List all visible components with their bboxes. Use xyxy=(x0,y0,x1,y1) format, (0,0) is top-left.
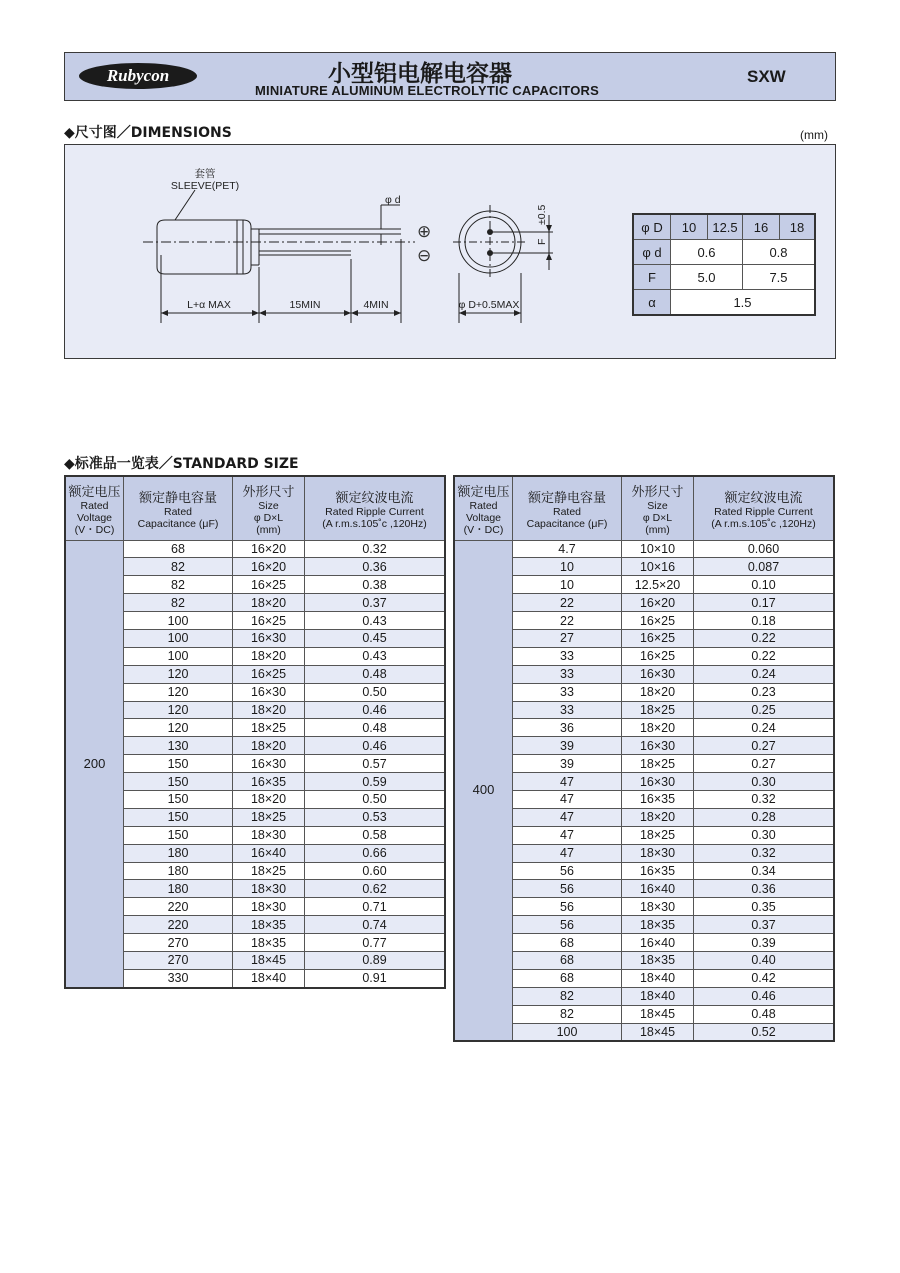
table-row xyxy=(633,290,815,316)
capacitance-cell: 100 xyxy=(124,629,233,647)
table-cell: 10 xyxy=(671,214,708,240)
ripple-cell: 0.10 xyxy=(694,576,835,594)
capacitance-cell: 82 xyxy=(124,594,233,612)
table-row xyxy=(65,540,445,558)
capacitance-cell: 36 xyxy=(513,719,622,737)
table-cell: 18 xyxy=(780,214,816,240)
capacitance-cell: 150 xyxy=(124,826,233,844)
capacitance-cell: 120 xyxy=(124,719,233,737)
capacitance-cell: 150 xyxy=(124,790,233,808)
capacitance-cell: 56 xyxy=(513,880,622,898)
capacitance-cell: 68 xyxy=(513,934,622,952)
ripple-cell: 0.62 xyxy=(305,880,446,898)
capacitance-cell: 150 xyxy=(124,808,233,826)
sleeve-label-en: SLEEVE(PET) xyxy=(170,180,240,192)
capacitance-cell: 22 xyxy=(513,612,622,630)
capacitance-cell: 220 xyxy=(124,916,233,934)
ripple-cell: 0.71 xyxy=(305,898,446,916)
rubycon-logo: Rubycon xyxy=(79,63,197,89)
table-header-row xyxy=(65,476,445,540)
pitch-tolerance-label: ±0.5 xyxy=(536,204,548,225)
capacitance-cell: 33 xyxy=(513,701,622,719)
capacitance-cell: 82 xyxy=(513,987,622,1005)
ripple-cell: 0.60 xyxy=(305,862,446,880)
capacitance-cell: 100 xyxy=(124,647,233,665)
size-cell: 18×45 xyxy=(622,1023,694,1041)
ripple-cell: 0.77 xyxy=(305,934,446,952)
capacitance-cell: 270 xyxy=(124,934,233,952)
capacitance-cell: 10 xyxy=(513,558,622,576)
size-cell: 16×30 xyxy=(233,683,305,701)
capacitance-cell: 4.7 xyxy=(513,540,622,558)
ripple-cell: 0.43 xyxy=(305,612,446,630)
ripple-cell: 0.32 xyxy=(305,540,446,558)
table-cell: 0.8 xyxy=(743,240,816,265)
capacitance-cell: 33 xyxy=(513,683,622,701)
size-cell: 16×25 xyxy=(233,665,305,683)
size-cell: 18×35 xyxy=(233,934,305,952)
size-cell: 10×16 xyxy=(622,558,694,576)
size-cell: 16×25 xyxy=(622,647,694,665)
sleeve-label-cn: 套管 xyxy=(194,168,216,180)
table-cell: 0.6 xyxy=(671,240,743,265)
capacitance-header: 额定静电容量 Rated Capacitance (μF) xyxy=(124,476,233,540)
standard-size-table-200v xyxy=(64,475,446,989)
lead-offset-label: 4MIN xyxy=(363,299,389,311)
capacitance-cell: 47 xyxy=(513,790,622,808)
size-cell: 18×30 xyxy=(622,844,694,862)
size-cell: 16×30 xyxy=(233,629,305,647)
ripple-cell: 0.38 xyxy=(305,576,446,594)
size-cell: 18×40 xyxy=(622,969,694,987)
ripple-cell: 0.27 xyxy=(694,737,835,755)
minus-icon: ⊖ xyxy=(417,246,432,266)
size-cell: 16×25 xyxy=(233,576,305,594)
ripple-cell: 0.23 xyxy=(694,683,835,701)
ripple-cell: 0.18 xyxy=(694,612,835,630)
size-cell: 18×25 xyxy=(622,755,694,773)
ripple-cell: 0.46 xyxy=(305,737,446,755)
capacitance-cell: 82 xyxy=(124,576,233,594)
capacitance-cell: 130 xyxy=(124,737,233,755)
ripple-cell: 0.27 xyxy=(694,755,835,773)
size-header: 外形尺寸 Size φ D×L (mm) xyxy=(622,476,694,540)
capacitance-cell: 150 xyxy=(124,755,233,773)
ripple-cell: 0.43 xyxy=(305,647,446,665)
size-header: 外形尺寸 Size φ D×L (mm) xyxy=(233,476,305,540)
size-cell: 16×25 xyxy=(622,629,694,647)
size-cell: 16×30 xyxy=(622,773,694,791)
ripple-cell: 0.91 xyxy=(305,969,446,987)
capacitance-cell: 39 xyxy=(513,755,622,773)
standard-size-table-400v xyxy=(453,475,835,1042)
table-cell: 12.5 xyxy=(708,214,743,240)
table-cell: α xyxy=(633,290,671,316)
voltage-header: 额定电压 Rated Voltage (V・DC) xyxy=(65,476,124,540)
size-cell: 18×20 xyxy=(233,594,305,612)
capacitance-cell: 39 xyxy=(513,737,622,755)
ripple-cell: 0.32 xyxy=(694,844,835,862)
capacitance-cell: 68 xyxy=(124,540,233,558)
ripple-cell: 0.48 xyxy=(305,719,446,737)
size-cell: 16×30 xyxy=(233,755,305,773)
size-cell: 16×20 xyxy=(233,558,305,576)
ripple-cell: 0.060 xyxy=(694,540,835,558)
capacitance-cell: 68 xyxy=(513,969,622,987)
capacitance-cell: 56 xyxy=(513,898,622,916)
table-cell: 7.5 xyxy=(743,265,816,290)
ripple-cell: 0.52 xyxy=(694,1023,835,1041)
lead-diameter-label: φ d xyxy=(385,194,401,206)
ripple-cell: 0.89 xyxy=(305,951,446,969)
table-cell: F xyxy=(633,265,671,290)
page-header xyxy=(64,52,836,101)
size-cell: 18×35 xyxy=(622,916,694,934)
size-cell: 18×25 xyxy=(233,808,305,826)
capacitance-cell: 27 xyxy=(513,629,622,647)
size-cell: 16×35 xyxy=(622,862,694,880)
size-cell: 10×10 xyxy=(622,540,694,558)
dimensions-unit: (mm) xyxy=(800,128,828,142)
table-cell: 5.0 xyxy=(671,265,743,290)
size-cell: 16×40 xyxy=(233,844,305,862)
capacitance-cell: 82 xyxy=(513,1005,622,1023)
size-cell: 18×25 xyxy=(233,862,305,880)
ripple-cell: 0.42 xyxy=(694,969,835,987)
capacitance-cell: 47 xyxy=(513,773,622,791)
ripple-cell: 0.50 xyxy=(305,790,446,808)
size-cell: 16×20 xyxy=(233,540,305,558)
ripple-cell: 0.30 xyxy=(694,773,835,791)
ripple-cell: 0.25 xyxy=(694,701,835,719)
ripple-cell: 0.36 xyxy=(305,558,446,576)
ripple-cell: 0.58 xyxy=(305,826,446,844)
ripple-cell: 0.28 xyxy=(694,808,835,826)
capacitance-cell: 68 xyxy=(513,951,622,969)
ripple-cell: 0.66 xyxy=(305,844,446,862)
capacitance-cell: 33 xyxy=(513,647,622,665)
capacitance-cell: 180 xyxy=(124,880,233,898)
size-cell: 18×20 xyxy=(233,701,305,719)
size-cell: 16×25 xyxy=(233,612,305,630)
capacitance-cell: 220 xyxy=(124,898,233,916)
capacitance-header: 额定静电容量 Rated Capacitance (μF) xyxy=(513,476,622,540)
ripple-cell: 0.22 xyxy=(694,647,835,665)
table-cell: φ d xyxy=(633,240,671,265)
size-cell: 18×30 xyxy=(233,826,305,844)
size-cell: 18×45 xyxy=(233,951,305,969)
capacitance-cell: 100 xyxy=(513,1023,622,1041)
size-cell: 16×25 xyxy=(622,612,694,630)
size-cell: 18×30 xyxy=(233,880,305,898)
size-cell: 18×40 xyxy=(233,969,305,987)
ripple-cell: 0.39 xyxy=(694,934,835,952)
voltage-cell: 200 xyxy=(65,540,124,988)
voltage-cell: 400 xyxy=(454,540,513,1041)
dimensions-section-title: ◆尺寸图／DIMENSIONS xyxy=(64,125,232,141)
table-row xyxy=(454,540,834,558)
ripple-cell: 0.35 xyxy=(694,898,835,916)
ripple-cell: 0.48 xyxy=(694,1005,835,1023)
ripple-cell: 0.22 xyxy=(694,629,835,647)
capacitance-cell: 10 xyxy=(513,576,622,594)
series-code: SXW xyxy=(747,67,786,86)
capacitance-cell: 120 xyxy=(124,665,233,683)
voltage-header: 额定电压 Rated Voltage (V・DC) xyxy=(454,476,513,540)
size-cell: 18×20 xyxy=(622,719,694,737)
size-cell: 18×20 xyxy=(622,808,694,826)
capacitance-cell: 100 xyxy=(124,612,233,630)
table-row xyxy=(633,240,815,265)
ripple-cell: 0.32 xyxy=(694,790,835,808)
ripple-cell: 0.48 xyxy=(305,665,446,683)
dimensions-panel xyxy=(64,144,836,359)
ripple-cell: 0.37 xyxy=(694,916,835,934)
capacitance-cell: 33 xyxy=(513,665,622,683)
dimension-table-header xyxy=(633,214,815,240)
standard-section-title: ◆标准品一览表／STANDARD SIZE xyxy=(64,456,299,472)
table-cell: φ D xyxy=(633,214,671,240)
ripple-cell: 0.17 xyxy=(694,594,835,612)
capacitance-cell: 180 xyxy=(124,844,233,862)
size-cell: 18×20 xyxy=(622,683,694,701)
ripple-header: 额定纹波电流 Rated Ripple Current (A r.m.s.105˚c ,120Hz) xyxy=(305,476,446,540)
dimension-table xyxy=(632,213,816,316)
title-chinese: 小型铝电解电容器 xyxy=(328,61,512,87)
capacitance-cell: 180 xyxy=(124,862,233,880)
table-header-row xyxy=(454,476,834,540)
capacitance-cell: 22 xyxy=(513,594,622,612)
ripple-cell: 0.50 xyxy=(305,683,446,701)
table-cell: 1.5 xyxy=(671,290,816,316)
size-cell: 18×30 xyxy=(622,898,694,916)
size-cell: 18×35 xyxy=(233,916,305,934)
capacitance-cell: 47 xyxy=(513,826,622,844)
size-cell: 18×25 xyxy=(622,826,694,844)
table-row xyxy=(633,265,815,290)
capacitance-cell: 56 xyxy=(513,862,622,880)
ripple-cell: 0.40 xyxy=(694,951,835,969)
ripple-cell: 0.30 xyxy=(694,826,835,844)
capacitance-cell: 120 xyxy=(124,683,233,701)
capacitance-cell: 330 xyxy=(124,969,233,987)
ripple-cell: 0.45 xyxy=(305,629,446,647)
diameter-label: φ D+0.5MAX xyxy=(458,299,520,311)
ripple-cell: 0.57 xyxy=(305,755,446,773)
size-cell: 18×45 xyxy=(622,1005,694,1023)
capacitance-cell: 270 xyxy=(124,951,233,969)
capacitance-cell: 56 xyxy=(513,916,622,934)
pitch-label: F xyxy=(536,238,548,245)
size-cell: 12.5×20 xyxy=(622,576,694,594)
ripple-cell: 0.087 xyxy=(694,558,835,576)
capacitance-cell: 150 xyxy=(124,773,233,791)
ripple-cell: 0.59 xyxy=(305,773,446,791)
size-cell: 16×20 xyxy=(622,594,694,612)
ripple-cell: 0.53 xyxy=(305,808,446,826)
capacitance-cell: 47 xyxy=(513,808,622,826)
ripple-cell: 0.24 xyxy=(694,719,835,737)
size-cell: 16×30 xyxy=(622,665,694,683)
ripple-cell: 0.46 xyxy=(305,701,446,719)
size-cell: 18×25 xyxy=(233,719,305,737)
lead-length-label: 15MIN xyxy=(289,299,321,311)
size-cell: 16×35 xyxy=(233,773,305,791)
capacitance-cell: 120 xyxy=(124,701,233,719)
size-cell: 16×40 xyxy=(622,880,694,898)
size-cell: 18×25 xyxy=(622,701,694,719)
size-cell: 16×30 xyxy=(622,737,694,755)
size-cell: 18×20 xyxy=(233,790,305,808)
capacitance-cell: 47 xyxy=(513,844,622,862)
ripple-cell: 0.37 xyxy=(305,594,446,612)
ripple-cell: 0.24 xyxy=(694,665,835,683)
size-cell: 16×35 xyxy=(622,790,694,808)
capacitance-cell: 82 xyxy=(124,558,233,576)
ripple-cell: 0.46 xyxy=(694,987,835,1005)
size-cell: 18×20 xyxy=(233,647,305,665)
size-cell: 18×20 xyxy=(233,737,305,755)
ripple-header: 额定纹波电流 Rated Ripple Current (A r.m.s.105˚c ,120Hz) xyxy=(694,476,835,540)
size-cell: 16×40 xyxy=(622,934,694,952)
ripple-cell: 0.34 xyxy=(694,862,835,880)
size-cell: 18×30 xyxy=(233,898,305,916)
length-label: L+α MAX xyxy=(187,299,231,311)
ripple-cell: 0.36 xyxy=(694,880,835,898)
plus-icon: ⊕ xyxy=(417,222,432,242)
ripple-cell: 0.74 xyxy=(305,916,446,934)
size-cell: 18×35 xyxy=(622,951,694,969)
title-english: MINIATURE ALUMINUM ELECTROLYTIC CAPACITORS xyxy=(255,83,599,98)
size-cell: 18×40 xyxy=(622,987,694,1005)
table-cell: 16 xyxy=(743,214,780,240)
